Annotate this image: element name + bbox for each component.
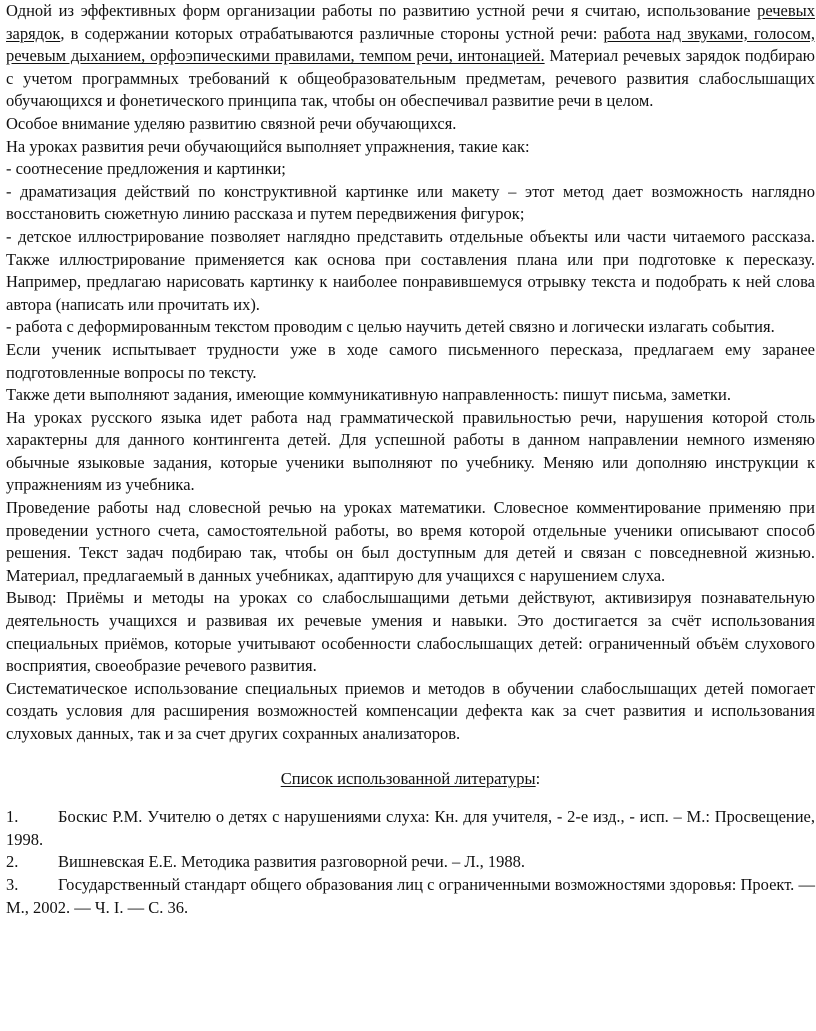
list-item-exercise: - детское иллюстрирование позволяет наглядно представить отдельные объекты или части читаемого рассказа. Также иллюстрирование применяется как основа при составления плана или при подготовке к пересказу. Например, предлагаю нарисовать картинку к наиболее понравившемуся отрывку текста и подобрать к ней слова автора (написать или прочитать их). <box>6 226 815 314</box>
paragraph-text: , в содержании которых отрабатываются различные стороны устной речи: <box>60 23 604 43</box>
reference-text: Боскис Р.М. Учителю о детях с нарушениями слуха: Кн. для учителя, - 2-е изд., - исп. – М.: Просвещение, 1998. <box>6 807 815 849</box>
paragraph-math-lessons: Проведение работы над словесной речью на уроках математики. Словесное комментирование применяю при проведении устного счета, самостоятельной работы, во время которой отдельные ученики описывают способ решения. Текст задач подбираю так, чтобы он был доступным для детей и связан с повседневной жизнью. Материал, предлагаемый в данных учебниках, адаптирую для учащихся с нарушением слуха. <box>6 498 815 585</box>
reference-text: Государственный стандарт общего образования лиц с ограниченными возможностями здоровья: Проект. — М., 2002. — Ч. I. — С. 36. <box>6 874 815 917</box>
reference-number: 1. <box>6 807 19 827</box>
paragraph-text: Одной из эффективных форм организации работы по развитию устной речи я считаю, использование <box>6 1 758 20</box>
references-title: Список использованной литературы <box>280 768 536 788</box>
paragraph-speech-warmups <box>6 0 815 113</box>
underlined-term: речевых зарядок <box>6 1 815 43</box>
paragraph-communicative-tasks: Также дети выполняют задания, имеющие коммуникативную направленность: пишут письма, заметки. <box>6 385 731 405</box>
paragraph-russian-lessons: На уроках русского языка идет работа над грамматической правильностью речи, нарушения которой столь характерны для данного контингента детей. Для успешной работы в данном направлении немного изменяю обычные языковые задания, которые ученики выполняют по учебнику. Меняю или дополняю инструкции к упражнениям из учебника. <box>6 407 815 495</box>
paragraph-text: Материал речевых зарядок подбираю с учетом программных требований к общеобразовательным предметам, речевого развития слабослышащих обучающихся и фонетического принципа так, чтобы он обеспечивал развитие речи в целом. <box>6 46 815 111</box>
paragraph-retelling: Если ученик испытывает трудности уже в ходе самого письменного пересказа, предлагаем ему заранее подготовленные вопросы по тексту. <box>6 339 815 382</box>
reference-number: 3. <box>6 874 19 894</box>
paragraph-connected-speech: Особое внимание уделяю развитию связной речи обучающихся. <box>6 113 457 133</box>
reference-number: 2. <box>6 852 19 872</box>
paragraph-exercises-intro: На уроках развития речи обучающийся выполняет упражнения, такие как: <box>6 136 530 156</box>
paragraph-conclusion: Вывод: Приёмы и методы на уроках со слабослышащими детьми действуют, активизируя познавательную деятельность учащихся и развивая их речевые умения и навыки. Это достигается за счёт использования специальных приёмов, которые учитывают особенности слабослышащих детей: ограниченный объём слухового восприятия, своеобразие речевого развития. <box>6 588 815 676</box>
reference-text: Вишневская Е.Е. Методика развития разговорной речи. – Л., 1988. <box>58 852 526 872</box>
references-heading <box>6 768 815 791</box>
references-title-colon: : <box>535 768 541 788</box>
list-item-exercise: - драматизация действий по конструктивной картинке или макету – этот метод дает возможность наглядно восстановить сюжетную линию рассказа и путем передвижения фигурок; <box>6 181 815 224</box>
reference-item <box>6 874 815 919</box>
reference-item <box>6 806 815 851</box>
references-list <box>6 806 815 919</box>
list-item-exercise: - работа с деформированным текстом проводим с целью научить детей связно и логически излагать события. <box>6 317 775 337</box>
list-item-exercise: - соотнесение предложения и картинки; <box>6 159 286 179</box>
reference-item <box>6 851 815 874</box>
underlined-list: работа над звуками, голосом, речевым дыханием, орфоэпическими правилами, темпом речи, интонацией. <box>6 23 815 66</box>
paragraph-systematic-use: Систематическое использование специальных приемов и методов в обучении слабослышащих детей помогает создать условия для расширения возможностей компенсации дефекта как за счет развития и использования слуховых данных, так и за счет других сохранных анализаторов. <box>6 678 815 743</box>
